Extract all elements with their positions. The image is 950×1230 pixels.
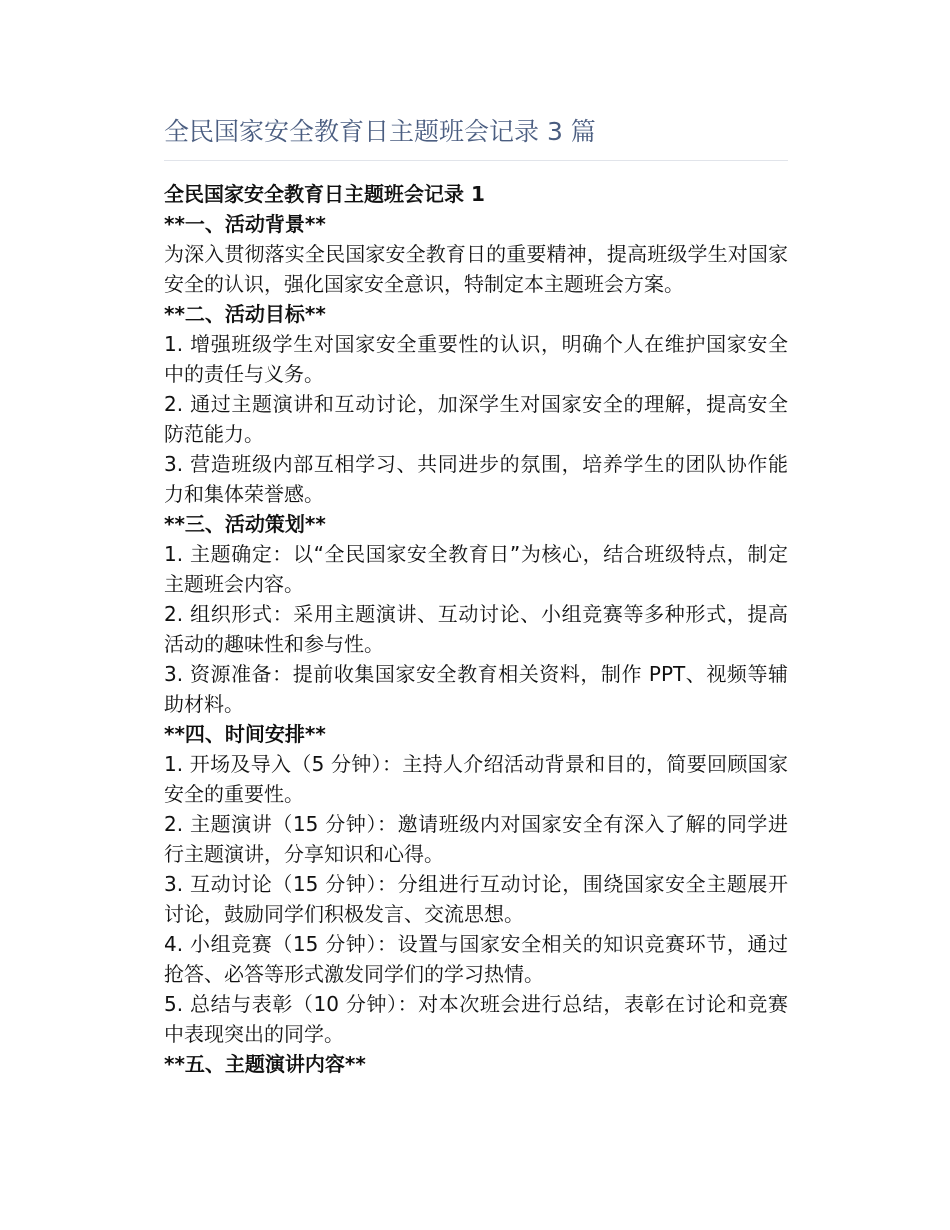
section-heading: **四、时间安排** bbox=[164, 722, 326, 746]
body-paragraph: 1. 开场及导入（5 分钟）：主持人介绍活动背景和目的，简要回顾国家安全的重要性。 bbox=[164, 752, 788, 806]
document-page bbox=[164, 112, 788, 1079]
document-title: 全民国家安全教育日主题班会记录 3 篇 bbox=[164, 112, 788, 161]
section-heading: **五、主题演讲内容** bbox=[164, 1052, 366, 1076]
body-paragraph: 2. 组织形式：采用主题演讲、互动讨论、小组竞赛等多种形式，提高活动的趣味性和参与性。 bbox=[164, 602, 788, 656]
body-paragraph: 3. 资源准备：提前收集国家安全教育相关资料，制作 PPT、视频等辅助材料。 bbox=[164, 662, 788, 716]
body-paragraph: 3. 营造班级内部互相学习、共同进步的氛围，培养学生的团队协作能力和集体荣誉感。 bbox=[164, 452, 788, 506]
section-heading: **三、活动策划** bbox=[164, 512, 326, 536]
section-heading: **一、活动背景** bbox=[164, 212, 326, 236]
body-paragraph: 2. 主题演讲（15 分钟）：邀请班级内对国家安全有深入了解的同学进行主题演讲，分享知识和心得。 bbox=[164, 812, 788, 866]
section-heading: 全民国家安全教育日主题班会记录 1 bbox=[164, 182, 485, 206]
body-paragraph: 2. 通过主题演讲和互动讨论，加深学生对国家安全的理解，提高安全防范能力。 bbox=[164, 392, 788, 446]
body-paragraph: 3. 互动讨论（15 分钟）：分组进行互动讨论，围绕国家安全主题展开讨论，鼓励同学们积极发言、交流思想。 bbox=[164, 872, 788, 926]
body-paragraph: 1. 主题确定：以“全民国家安全教育日”为核心，结合班级特点，制定主题班会内容。 bbox=[164, 542, 788, 596]
document-body bbox=[164, 179, 788, 1079]
body-paragraph: 5. 总结与表彰（10 分钟）：对本次班会进行总结，表彰在讨论和竞赛中表现突出的同学。 bbox=[164, 992, 788, 1046]
body-paragraph: 1. 增强班级学生对国家安全重要性的认识，明确个人在维护国家安全中的责任与义务。 bbox=[164, 332, 788, 386]
body-paragraph: 4. 小组竞赛（15 分钟）：设置与国家安全相关的知识竞赛环节，通过抢答、必答等形式激发同学们的学习热情。 bbox=[164, 932, 788, 986]
body-paragraph: 为深入贯彻落实全民国家安全教育日的重要精神，提高班级学生对国家安全的认识，强化国家安全意识，特制定本主题班会方案。 bbox=[164, 242, 788, 296]
section-heading: **二、活动目标** bbox=[164, 302, 326, 326]
